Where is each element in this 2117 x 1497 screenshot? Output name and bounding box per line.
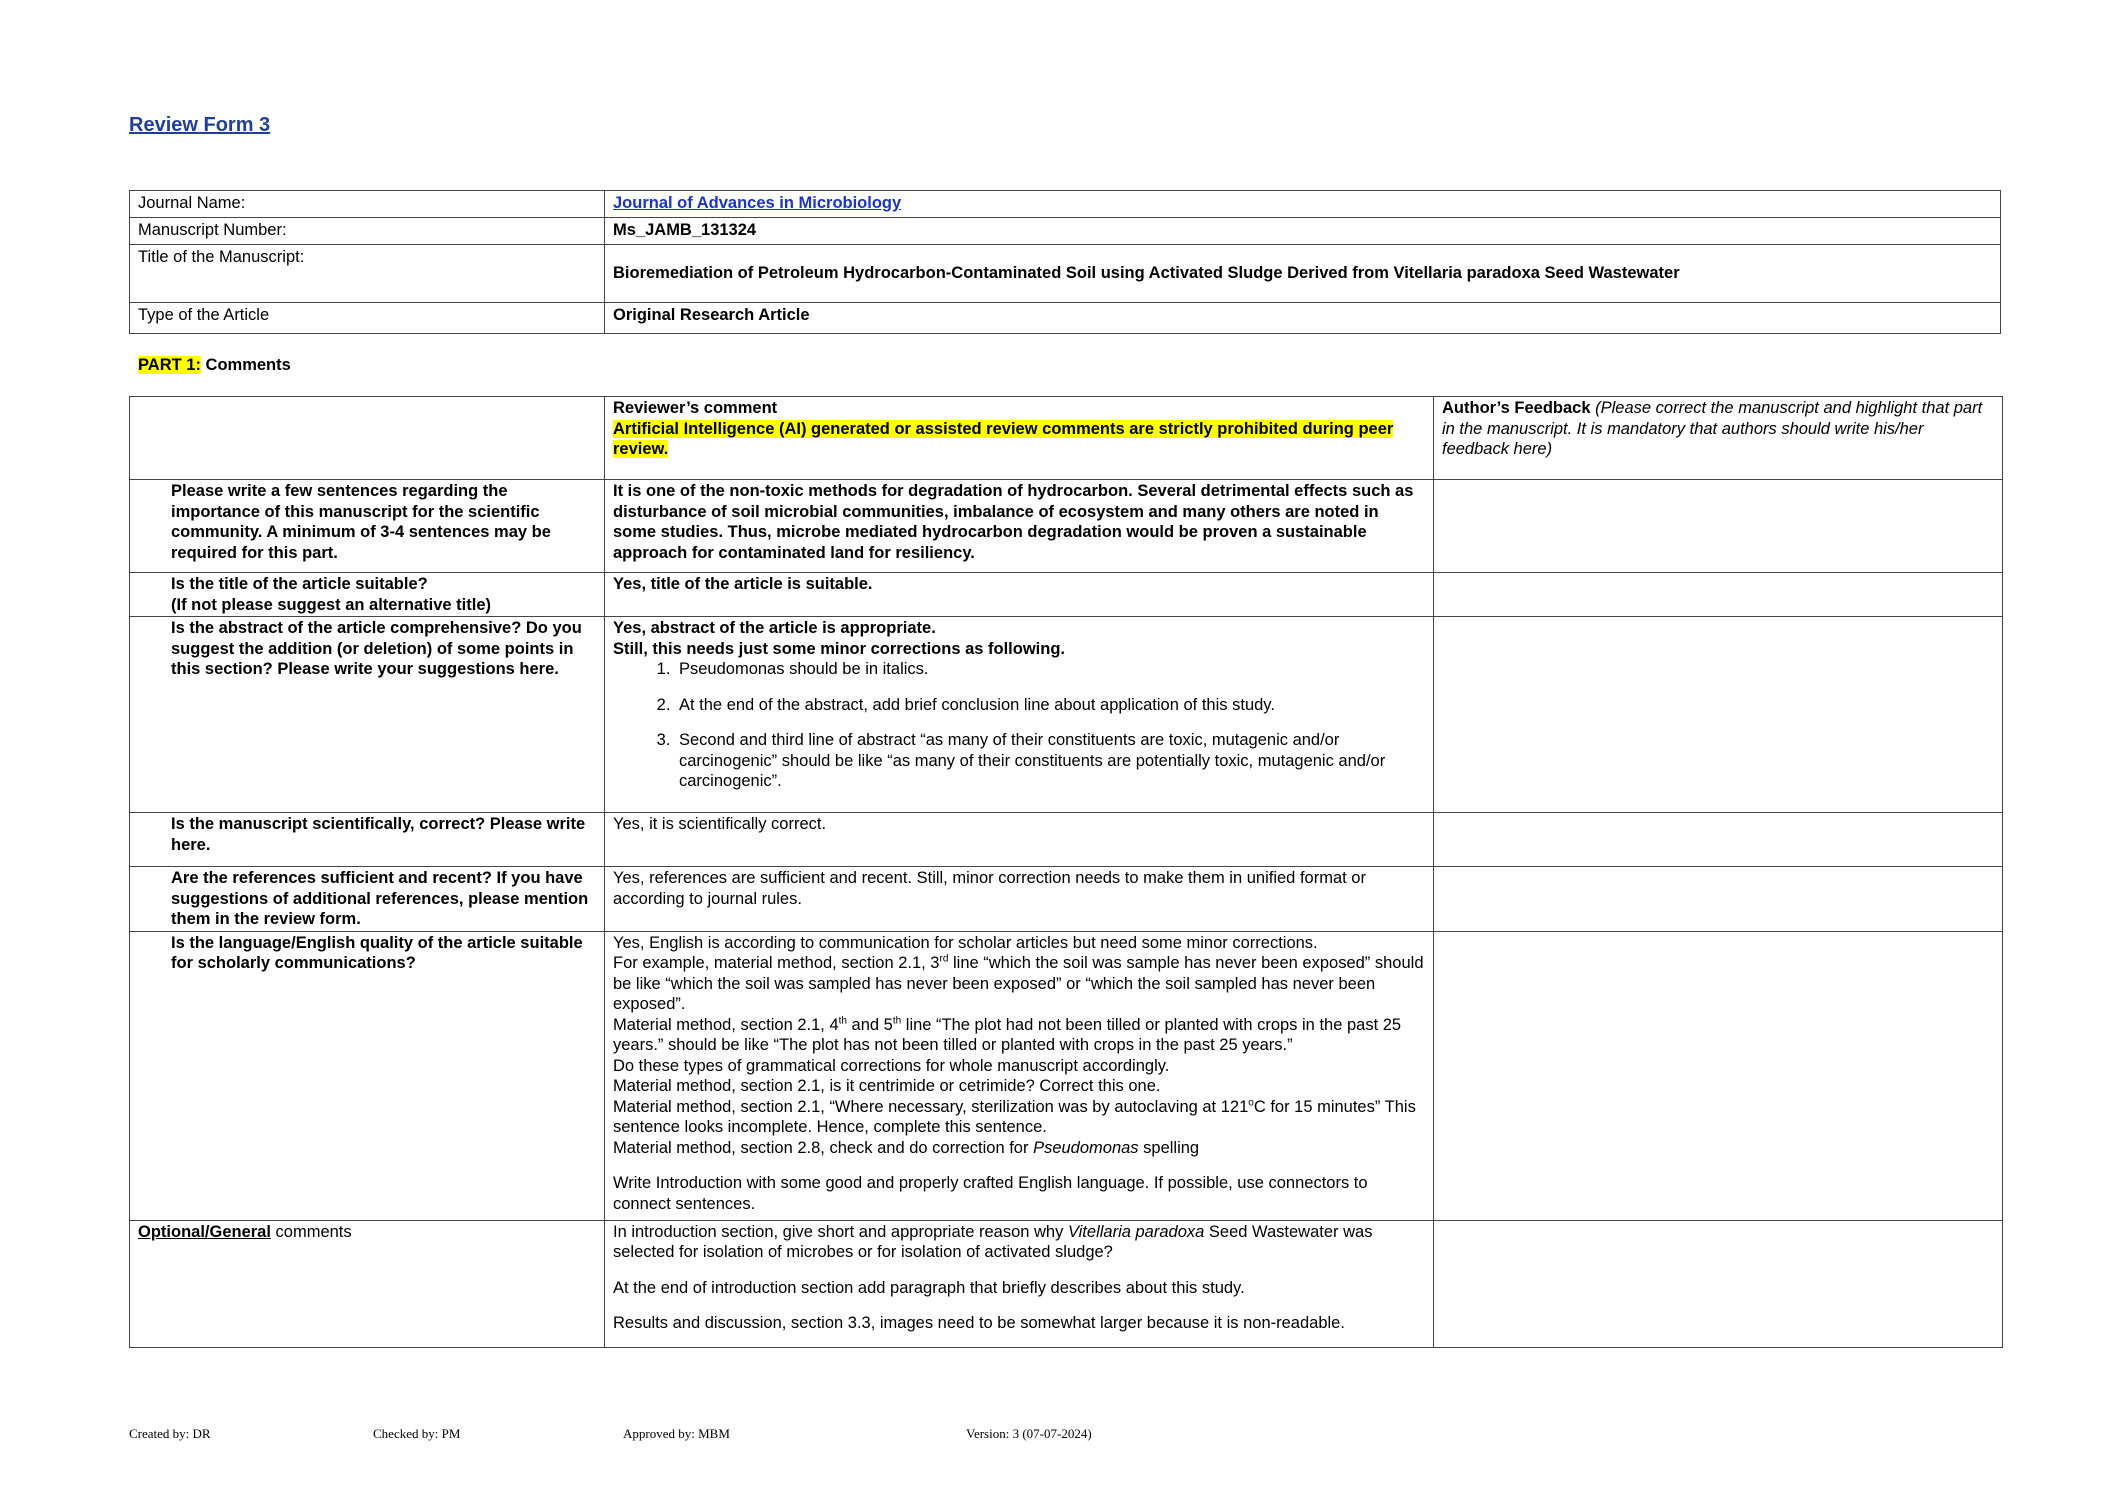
table-row [130, 1220, 2003, 1347]
footer-created: Created by: DR [129, 1426, 211, 1441]
footer-version: Version: 3 (07-07-2024) [966, 1426, 1092, 1441]
table-row [130, 573, 2003, 617]
comment-optional [605, 1220, 1434, 1347]
table-row [130, 867, 2003, 932]
comment-line: Material method, section 2.8, check and do correction for Pseudomonas spelling [613, 1138, 1200, 1157]
question-importance: Please write a few sentences regarding the importance of this manuscript for the scientific community. A minimum of 3-4 sentences may be required for this part. [130, 480, 605, 573]
author-feedback-header: Author’s Feedback [1442, 399, 1591, 417]
table-header-row [130, 397, 2003, 480]
comment-abstract-1: Yes, abstract of the article is appropriate. [613, 619, 936, 637]
journal-label: Journal Name: [130, 191, 605, 218]
footer-approved: Approved by: MBM [623, 1426, 730, 1441]
manuscript-title-value: Bioremediation of Petroleum Hydrocarbon-Contaminated Soil using Activated Sludge Derived from Vitellaria paradoxa Seed Wastewater [605, 245, 2001, 303]
list-item: 2. At the end of the abstract, add brief conclusion line about application of this study. [675, 695, 1425, 716]
table-row [130, 931, 2003, 1220]
comment-line: Do these types of grammatical corrections for whole manuscript accordingly. [613, 1056, 1170, 1075]
question-title-note: (If not please suggest an alternative title) [171, 595, 491, 614]
author-feedback-cell[interactable] [1434, 480, 2003, 573]
comment-line: Material method, section 2.1, “Where necessary, sterilization was by autoclaving at 121$^o$C for 15 minutes” This sentence looks incomplete. Hence, complete this sentence. [613, 1097, 1416, 1136]
author-feedback-cell[interactable] [1434, 867, 2003, 932]
footer-checked: Checked by: PM [373, 1426, 461, 1441]
ai-notice: Artificial Intelligence (AI) generated or assisted review comments are strictly prohibited during peer review. [613, 419, 1394, 458]
comment-line: Write Introduction with some good and properly crafted English language. If possible, use connectors to connect sentences. [613, 1174, 1368, 1213]
comment-line: In introduction section, give short and appropriate reason why Vitellaria paradoxa Seed Wastewater was selected for isolation of microbes or for isolation of activated sludge? [613, 1222, 1373, 1261]
author-feedback-cell[interactable] [1434, 1220, 2003, 1347]
part-text: Comments [205, 356, 291, 374]
comment-scientific: Yes, it is scientifically correct. [605, 813, 1434, 867]
comment-line: At the end of introduction section add paragraph that briefly describes about this study. [613, 1278, 1245, 1297]
table-row [130, 617, 2003, 813]
comment-language [605, 931, 1434, 1220]
manuscript-number-value: Ms_JAMB_131324 [605, 218, 2001, 245]
question-scientific: Is the manuscript scientifically, correct? Please write here. [130, 813, 605, 867]
abstract-corrections-list [613, 659, 1425, 792]
comment-line: Material method, section 2.1, is it centrimide or cetrimide? Correct this one. [613, 1077, 1161, 1095]
part-heading [138, 355, 291, 376]
comment-line: Material method, section 2.1, 4th and 5th line “The plot had not been tilled or planted with crops in the past 25 years.” should be like “The plot has not been tilled or planted with crops in the past 25 years.” [613, 1015, 1402, 1054]
comment-line: Yes, English is according to communication for scholar articles but need some minor corrections. [613, 933, 1318, 952]
optional-label: Optional/General [138, 1222, 271, 1241]
review-comments-table [129, 396, 2003, 1348]
question-abstract: Is the abstract of the article comprehensive? Do you suggest the addition (or deletion) of some points in this section? Please write your suggestions here. [130, 617, 605, 813]
comment-line: Results and discussion, section 3.3, images need to be somewhat larger because it is non-readable. [613, 1314, 1345, 1332]
comment-line: For example, material method, section 2.1, 3rd line “which the soil was sample has never been exposed” should be like “which the soil was sampled has never been exposed” or “which the soil sampled has never been exposed”. [613, 953, 1424, 1013]
article-type-value: Original Research Article [605, 303, 2001, 334]
table-row [130, 480, 2003, 573]
article-type-label: Type of the Article [130, 303, 605, 334]
author-feedback-cell[interactable] [1434, 573, 2003, 617]
comment-references: Yes, references are sufficient and recent. Still, minor correction needs to make them in unified format or according to journal rules. [605, 867, 1434, 932]
part-label: PART 1: [138, 356, 201, 374]
question-language: Is the language/English quality of the article suitable for scholarly communications? [130, 931, 605, 1220]
question-title: Is the title of the article suitable? [171, 575, 428, 593]
table-row [130, 813, 2003, 867]
author-feedback-cell[interactable] [1434, 813, 2003, 867]
manuscript-number-label: Manuscript Number: [130, 218, 605, 245]
author-feedback-cell[interactable] [1434, 931, 2003, 1220]
author-feedback-cell[interactable] [1434, 617, 2003, 813]
optional-label-rest: comments [270, 1222, 352, 1241]
author-feedback-instructions: (Please correct the manuscript and highlight that part in the manuscript. It is mandatory that authors should write his/her feedback here) [1442, 399, 1983, 458]
comment-title: Yes, title of the article is suitable. [605, 573, 1434, 617]
list-item: 3. Second and third line of abstract “as many of their constituents are toxic, mutagenic and/or carcinogenic” should be like “as many of their constituents are potentially toxic, mutagenic and/or carcinogenic”. [675, 730, 1425, 792]
manuscript-info-table [129, 190, 2001, 334]
comment-importance: It is one of the non-toxic methods for degradation of hydrocarbon. Several detrimental effects such as disturbance of soil microbial communities, imbalance of ecosystem and many others are noted in some studies. Thus, microbe mediated hydrocarbon degradation would be proven a sustainable approach for contaminated land for resiliency. [605, 480, 1434, 573]
journal-link[interactable]: Journal of Advances in Microbiology [613, 194, 902, 212]
reviewer-comment-header: Reviewer’s comment [613, 399, 778, 417]
list-item: 1. Pseudomonas should be in italics. [675, 659, 1425, 680]
form-title: Review Form 3 [129, 114, 271, 136]
comment-abstract-2: Still, this needs just some minor corrections as following. [613, 639, 1066, 658]
question-references: Are the references sufficient and recent? If you have suggestions of additional references, please mention them in the review form. [130, 867, 605, 932]
manuscript-title-label: Title of the Manuscript: [130, 245, 605, 303]
